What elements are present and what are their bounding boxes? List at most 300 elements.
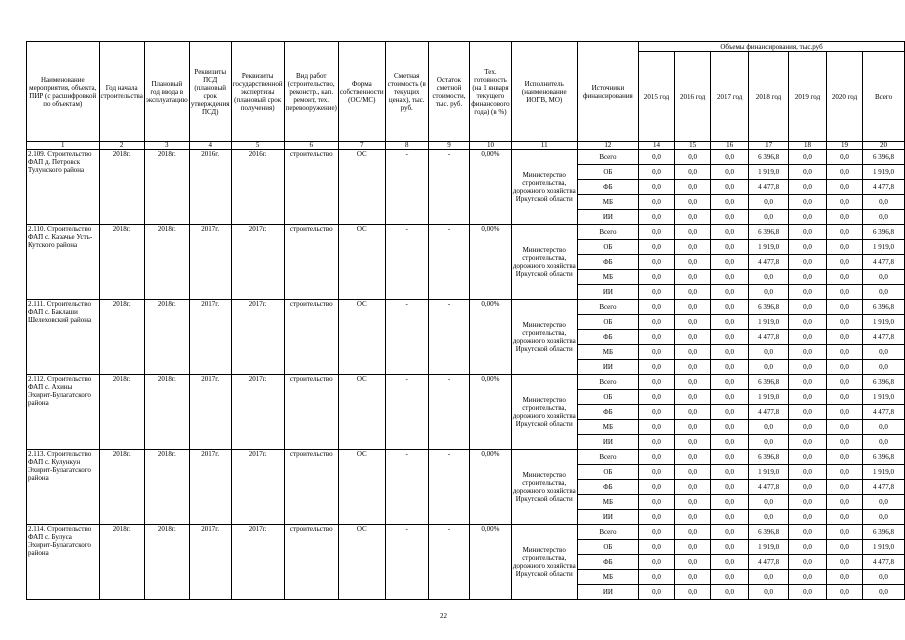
column-number: 17 [749,142,789,150]
funding-value: 0,0 [638,165,674,180]
funding-source: МБ [577,420,638,435]
work-type: строительство [284,300,338,375]
funding-value: 0,0 [826,435,862,450]
funding-value: 0,0 [826,225,862,240]
remainder: - [428,375,469,450]
header-ownership: Форма собственности (ОС/МС) [338,42,385,142]
funding-value: 0,0 [675,150,711,165]
funding-value: 0,0 [638,285,674,300]
funding-value: 0,0 [711,420,749,435]
funding-value: 0,0 [789,270,827,285]
funding-value: 0,0 [749,360,789,375]
funding-value: 6 396,8 [749,375,789,390]
funding-value: 0,0 [675,390,711,405]
funding-value: 6 396,8 [749,225,789,240]
funding-value: 0,0 [711,540,749,555]
work-type: строительство [284,225,338,300]
funding-value: 0,0 [638,570,674,585]
table-row [27,225,905,240]
funding-source: ОБ [577,165,638,180]
readiness: 0,00% [470,225,511,300]
expertise-date: 2017г. [231,225,284,300]
expertise-date: 2016г. [231,150,284,225]
funding-source: ИИ [577,210,638,225]
table-row [27,525,905,540]
funding-value: 0,0 [749,195,789,210]
funding-value: 0,0 [711,165,749,180]
funding-source: ОБ [577,540,638,555]
object-name: 2.114. Строительство ФАП с. Булуса Эхирит-Булагатского района [27,525,100,600]
funding-value: 0,0 [638,300,674,315]
funding-value: 0,0 [711,555,749,570]
funding-value: 4 477,8 [863,330,905,345]
remainder: - [428,450,469,525]
funding-value: 0,0 [789,495,827,510]
expertise-date: 2017г. [231,450,284,525]
funding-value: 0,0 [789,300,827,315]
column-number: 11 [511,142,577,150]
funding-value: 0,0 [638,405,674,420]
funding-value: 0,0 [638,450,674,465]
header-funding: Объемы финансирования, тыс.руб [638,42,904,52]
funding-source: Всего [577,225,638,240]
funding-source: ИИ [577,285,638,300]
work-type: строительство [284,525,338,600]
funding-value: 0,0 [711,225,749,240]
funding-value: 0,0 [826,210,862,225]
header-year-2019: 2019 год [789,52,827,142]
funding-value: 0,0 [675,555,711,570]
column-number: 18 [789,142,827,150]
funding-value: 0,0 [826,570,862,585]
funding-value: 6 396,8 [749,300,789,315]
plan-year: 2018г. [144,150,189,225]
funding-value: 1 919,0 [749,240,789,255]
funding-value: 0,0 [863,435,905,450]
estimate: - [385,450,428,525]
funding-value: 0,0 [711,180,749,195]
funding-value: 1 919,0 [863,240,905,255]
funding-value: 1 919,0 [863,165,905,180]
funding-value: 0,0 [711,300,749,315]
funding-value: 0,0 [826,315,862,330]
funding-value: 0,0 [638,585,674,600]
remainder: - [428,225,469,300]
funding-value: 0,0 [863,195,905,210]
plan-year: 2018г. [144,525,189,600]
funding-value: 0,0 [711,255,749,270]
funding-value: 0,0 [789,540,827,555]
funding-value: 0,0 [711,360,749,375]
column-number: 3 [144,142,189,150]
funding-value: 0,0 [749,585,789,600]
header-start-year: Год начала строительства [99,42,144,142]
executor: Министерство строительства, дорожного хозяйства Иркутской области [511,375,577,450]
funding-value: 0,0 [675,495,711,510]
funding-value: 0,0 [638,420,674,435]
funding-value: 0,0 [789,465,827,480]
expertise-date: 2017г. [231,375,284,450]
remainder: - [428,150,469,225]
funding-source: Всего [577,300,638,315]
funding-value: 0,0 [749,570,789,585]
header-sources: Источники финансирования [577,42,638,142]
funding-value: 0,0 [789,390,827,405]
ownership: ОС [338,450,385,525]
funding-value: 0,0 [863,270,905,285]
funding-value: 0,0 [638,255,674,270]
funding-value: 0,0 [675,450,711,465]
funding-value: 1 919,0 [749,315,789,330]
funding-value: 0,0 [675,465,711,480]
funding-value: 0,0 [675,300,711,315]
funding-value: 0,0 [711,510,749,525]
funding-value: 0,0 [711,390,749,405]
header-year-2017: 2017 год [711,52,749,142]
funding-value: 0,0 [789,525,827,540]
plan-year: 2018г. [144,375,189,450]
funding-source: МБ [577,495,638,510]
funding-value: 0,0 [863,570,905,585]
funding-value: 4 477,8 [749,480,789,495]
funding-value: 0,0 [863,510,905,525]
psd-date: 2017г. [189,450,231,525]
funding-value: 0,0 [711,375,749,390]
funding-value: 0,0 [749,285,789,300]
object-name: 2.112. Строительство ФАП с. Ахины Эхирит-Булагатского района [27,375,100,450]
funding-value: 0,0 [789,420,827,435]
column-number: 8 [385,142,428,150]
funding-value: 1 919,0 [863,540,905,555]
table-row [27,375,905,390]
funding-value: 0,0 [789,450,827,465]
column-number: 5 [231,142,284,150]
funding-value: 0,0 [789,225,827,240]
funding-value: 0,0 [638,525,674,540]
object-name: 2.109. Строительство ФАП д. Петровск Тулунского района [27,150,100,225]
funding-value: 0,0 [638,480,674,495]
funding-source: ФБ [577,180,638,195]
funding-value: 0,0 [675,315,711,330]
column-number: 12 [577,142,638,150]
funding-value: 0,0 [675,210,711,225]
readiness: 0,00% [470,525,511,600]
funding-value: 0,0 [789,345,827,360]
header-plan-year: Плановый год ввода в эксплуатацию [144,42,189,142]
funding-value: 0,0 [711,330,749,345]
work-type: строительство [284,375,338,450]
funding-value: 4 477,8 [749,405,789,420]
funding-value: 0,0 [711,585,749,600]
funding-value: 0,0 [789,375,827,390]
funding-value: 0,0 [675,570,711,585]
funding-value: 1 919,0 [749,390,789,405]
header-name: Наименование мероприятия, объекта, ПИР (с расшифровкой по объектам) [27,42,100,142]
funding-source: ОБ [577,315,638,330]
funding-value: 0,0 [789,210,827,225]
column-number: 4 [189,142,231,150]
column-number: 20 [863,142,905,150]
column-numbers-row [27,142,905,150]
funding-value: 0,0 [826,465,862,480]
expertise-date: 2017г. [231,300,284,375]
header-year-2016: 2016 год [675,52,711,142]
readiness: 0,00% [470,450,511,525]
funding-value: 0,0 [638,390,674,405]
start-year: 2018г. [99,450,144,525]
funding-value: 0,0 [638,330,674,345]
object-name: 2.111. Строительство ФАП с. Баклаши Шелеховский района [27,300,100,375]
column-number: 9 [428,142,469,150]
funding-value: 0,0 [675,480,711,495]
expertise-date: 2017г. [231,525,284,600]
plan-year: 2018г. [144,300,189,375]
funding-value: 0,0 [789,315,827,330]
ownership: ОС [338,525,385,600]
funding-value: 0,0 [826,255,862,270]
header-year-2015: 2015 год [638,52,674,142]
executor: Министерство строительства, дорожного хозяйства Иркутской области [511,225,577,300]
funding-value: 0,0 [638,195,674,210]
funding-value: 0,0 [638,315,674,330]
funding-value: 0,0 [826,360,862,375]
funding-value: 0,0 [711,480,749,495]
funding-value: 0,0 [826,165,862,180]
remainder: - [428,300,469,375]
funding-value: 0,0 [675,360,711,375]
funding-value: 0,0 [638,435,674,450]
psd-date: 2016г. [189,150,231,225]
funding-source: ФБ [577,480,638,495]
funding-value: 0,0 [711,495,749,510]
funding-value: 0,0 [789,480,827,495]
funding-value: 0,0 [711,345,749,360]
start-year: 2018г. [99,225,144,300]
funding-value: 0,0 [826,480,862,495]
funding-value: 0,0 [675,585,711,600]
funding-value: 0,0 [826,300,862,315]
funding-value: 4 477,8 [749,330,789,345]
funding-source: МБ [577,345,638,360]
funding-source: Всего [577,450,638,465]
column-number: 14 [638,142,674,150]
funding-source: ИИ [577,435,638,450]
funding-value: 0,0 [789,285,827,300]
funding-value: 0,0 [863,210,905,225]
funding-source: ФБ [577,255,638,270]
funding-value: 0,0 [826,345,862,360]
plan-year: 2018г. [144,450,189,525]
funding-value: 0,0 [826,525,862,540]
header-executor: Исполнитель (наименование ИОГВ, МО) [511,42,577,142]
funding-value: 0,0 [675,180,711,195]
funding-value: 0,0 [675,195,711,210]
funding-value: 0,0 [638,555,674,570]
funding-value: 0,0 [826,270,862,285]
funding-value: 1 919,0 [749,465,789,480]
funding-value: 0,0 [826,150,862,165]
funding-value: 0,0 [675,375,711,390]
funding-value: 0,0 [711,240,749,255]
table-body [27,150,905,600]
funding-value: 0,0 [638,360,674,375]
funding-value: 4 477,8 [749,255,789,270]
funding-value: 0,0 [638,510,674,525]
funding-value: 0,0 [749,510,789,525]
funding-value: 6 396,8 [863,150,905,165]
table-row [27,450,905,465]
column-number: 1 [27,142,100,150]
funding-value: 0,0 [826,180,862,195]
header-psd: Реквизиты ПСД (плановый срок утверждения ПСД) [189,42,231,142]
object-name: 2.113. Строительство ФАП с. Кулункун Эхирит-Булагатского района [27,450,100,525]
funding-value: 0,0 [711,285,749,300]
readiness: 0,00% [470,300,511,375]
estimate: - [385,300,428,375]
ownership: ОС [338,150,385,225]
funding-table [26,41,905,600]
funding-value: 0,0 [638,240,674,255]
column-number: 6 [284,142,338,150]
funding-value: 0,0 [638,465,674,480]
funding-value: 0,0 [826,195,862,210]
funding-value: 0,0 [711,435,749,450]
funding-value: 0,0 [675,525,711,540]
funding-value: 0,0 [789,180,827,195]
funding-value: 0,0 [789,585,827,600]
funding-source: ФБ [577,405,638,420]
funding-value: 0,0 [675,330,711,345]
funding-value: 0,0 [863,585,905,600]
funding-value: 0,0 [789,150,827,165]
table-row [27,300,905,315]
funding-value: 0,0 [675,540,711,555]
funding-value: 0,0 [789,435,827,450]
ownership: ОС [338,300,385,375]
funding-value: 0,0 [826,585,862,600]
funding-value: 0,0 [638,495,674,510]
funding-source: ФБ [577,330,638,345]
funding-value: 0,0 [826,285,862,300]
funding-value: 6 396,8 [863,375,905,390]
funding-value: 0,0 [711,450,749,465]
funding-value: 0,0 [826,450,862,465]
funding-value: 6 396,8 [863,450,905,465]
funding-source: ОБ [577,240,638,255]
funding-value: 0,0 [749,210,789,225]
funding-value: 0,0 [711,270,749,285]
column-number: 15 [675,142,711,150]
funding-value: 0,0 [826,495,862,510]
ownership: ОС [338,225,385,300]
funding-value: 0,0 [638,345,674,360]
funding-value: 4 477,8 [863,405,905,420]
executor: Министерство строительства, дорожного хозяйства Иркутской области [511,150,577,225]
readiness: 0,00% [470,150,511,225]
funding-value: 0,0 [749,270,789,285]
funding-source: Всего [577,150,638,165]
funding-value: 0,0 [826,555,862,570]
funding-value: 0,0 [675,270,711,285]
funding-value: 6 396,8 [749,525,789,540]
start-year: 2018г. [99,150,144,225]
plan-year: 2018г. [144,225,189,300]
funding-value: 0,0 [675,420,711,435]
funding-value: 0,0 [711,525,749,540]
funding-source: МБ [577,195,638,210]
funding-value: 0,0 [863,420,905,435]
funding-value: 0,0 [675,165,711,180]
ownership: ОС [338,375,385,450]
funding-value: 0,0 [675,510,711,525]
funding-value: 4 477,8 [863,255,905,270]
funding-value: 1 919,0 [863,465,905,480]
table-row [27,150,905,165]
funding-value: 0,0 [711,465,749,480]
funding-value: 0,0 [711,405,749,420]
column-number: 7 [338,142,385,150]
psd-date: 2017г. [189,300,231,375]
funding-value: 0,0 [638,210,674,225]
funding-value: 0,0 [675,435,711,450]
funding-value: 0,0 [749,420,789,435]
funding-value: 0,0 [638,150,674,165]
funding-value: 0,0 [675,225,711,240]
funding-value: 0,0 [789,405,827,420]
funding-source: ФБ [577,555,638,570]
funding-value: 0,0 [711,195,749,210]
psd-date: 2017г. [189,525,231,600]
funding-value: 4 477,8 [749,555,789,570]
executor: Министерство строительства, дорожного хозяйства Иркутской области [511,300,577,375]
funding-value: 1 919,0 [863,315,905,330]
funding-value: 1 919,0 [749,540,789,555]
work-type: строительство [284,150,338,225]
funding-value: 0,0 [826,540,862,555]
funding-value: 0,0 [863,495,905,510]
header-work-type: Вид работ (строительство, реконстр., кап. ремонт, тех. перевооружение) [284,42,338,142]
header-readiness: Тех. готовность (на 1 января текущего финансового года) (в %) [470,42,511,142]
header-remainder: Остаток сметной стоимости, тыс. руб. [428,42,469,142]
funding-value: 0,0 [749,495,789,510]
funding-value: 0,0 [826,510,862,525]
estimate: - [385,525,428,600]
funding-value: 0,0 [789,555,827,570]
funding-value: 4 477,8 [863,480,905,495]
funding-source: Всего [577,525,638,540]
work-type: строительство [284,450,338,525]
funding-source: Всего [577,375,638,390]
funding-value: 0,0 [789,240,827,255]
funding-value: 0,0 [749,435,789,450]
funding-value: 0,0 [789,510,827,525]
funding-value: 6 396,8 [749,150,789,165]
funding-value: 0,0 [675,255,711,270]
estimate: - [385,225,428,300]
funding-value: 0,0 [638,375,674,390]
funding-value: 0,0 [675,285,711,300]
funding-value: 0,0 [789,195,827,210]
funding-value: 0,0 [789,360,827,375]
funding-value: 0,0 [711,150,749,165]
psd-date: 2017г. [189,225,231,300]
funding-value: 1 919,0 [749,165,789,180]
column-number: 16 [711,142,749,150]
start-year: 2018г. [99,375,144,450]
header-total: Всего [863,52,905,142]
funding-value: 4 477,8 [749,180,789,195]
estimate: - [385,150,428,225]
